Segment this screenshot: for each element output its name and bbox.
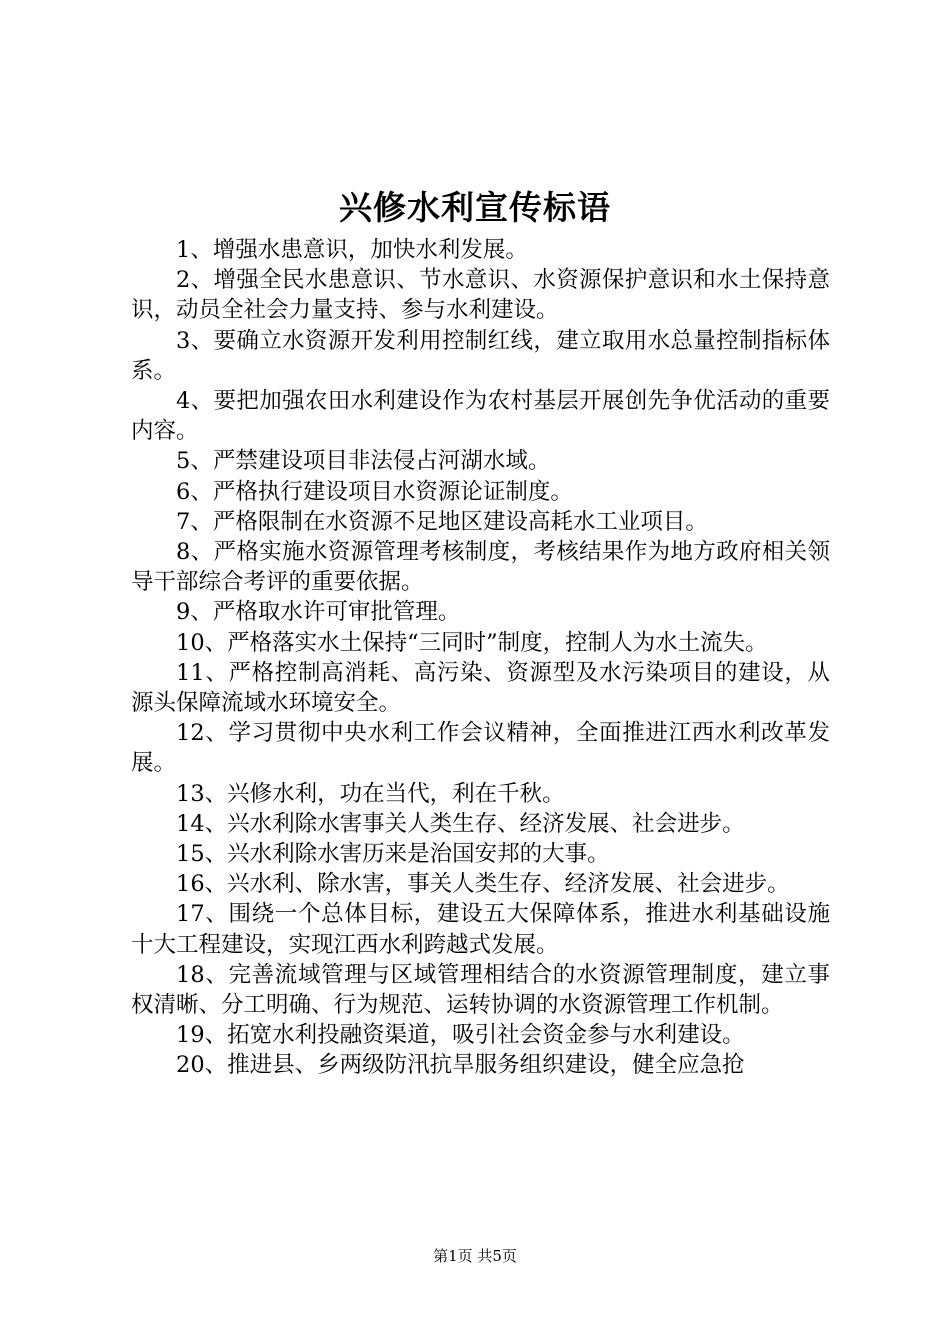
page-number-footer: 第1页 共5页 bbox=[433, 1247, 517, 1265]
document-title: 兴修水利宣传标语 bbox=[339, 188, 611, 227]
slogan-item-14: 14、兴水利除水害事关人类生存、经济发展、社会进步。 bbox=[176, 810, 745, 837]
slogan-item-3: 3、要确立水资源开发利用控制红线，建立取用水总量控制指标体系。 bbox=[131, 327, 830, 384]
slogan-item-12: 12、学习贯彻中央水利工作会议精神，全面推进江西水利改革发展。 bbox=[131, 720, 830, 777]
slogan-item-9: 9、严格取水许可审批管理。 bbox=[176, 599, 461, 626]
slogan-item-4: 4、要把加强农田水利建设作为农村基层开展创先争优活动的重要内容。 bbox=[131, 388, 830, 445]
slogan-item-5: 5、严禁建设项目非法侵占河湖水域。 bbox=[176, 448, 551, 475]
slogan-item-17: 17、围绕一个总体目标，建设五大保障体系，推进水利基础设施十大工程建设，实现江西水利跨越式发展。 bbox=[131, 901, 830, 958]
slogan-item-18: 18、完善流域管理与区域管理相结合的水资源管理制度，建立事权清晰、分工明确、行为规范、运转协调的水资源管理工作机制。 bbox=[131, 961, 830, 1019]
slogan-item-19: 19、拓宽水利投融资渠道，吸引社会资金参与水利建设。 bbox=[176, 1022, 745, 1049]
slogan-item-8: 8、严格实施水资源管理考核制度，考核结果作为地方政府相关领导干部综合考评的重要依据。 bbox=[131, 539, 830, 596]
slogan-item-7: 7、严格限制在水资源不足地区建设高耗水工业项目。 bbox=[176, 508, 708, 535]
slogan-item-6: 6、严格执行建设项目水资源论证制度。 bbox=[176, 478, 573, 505]
slogan-item-15: 15、兴水利除水害历来是治国安邦的大事。 bbox=[176, 841, 610, 868]
document-body bbox=[131, 235, 830, 1081]
slogan-item-16: 16、兴水利、除水害，事关人类生存、经济发展、社会进步。 bbox=[176, 871, 790, 898]
slogan-item-20: 20、推进县、乡两级防汛抗旱服务组织建设，健全应急抢 bbox=[176, 1052, 745, 1079]
slogan-item-10: 10、严格落实水土保持“三同时”制度，控制人为水土流失。 bbox=[176, 629, 768, 656]
slogan-item-13: 13、兴修水利，功在当代，利在千秋。 bbox=[176, 780, 565, 807]
slogan-item-1: 1、增强水患意识，加快水利发展。 bbox=[176, 237, 528, 263]
slogan-item-11: 11、严格控制高消耗、高污染、资源型及水污染项目的建设，从源头保障流域水环境安全。 bbox=[131, 659, 830, 717]
slogan-item-2: 2、增强全民水患意识、节水意识、水资源保护意识和水土保持意识，动员全社会力量支持、参与水利建设。 bbox=[131, 267, 830, 324]
